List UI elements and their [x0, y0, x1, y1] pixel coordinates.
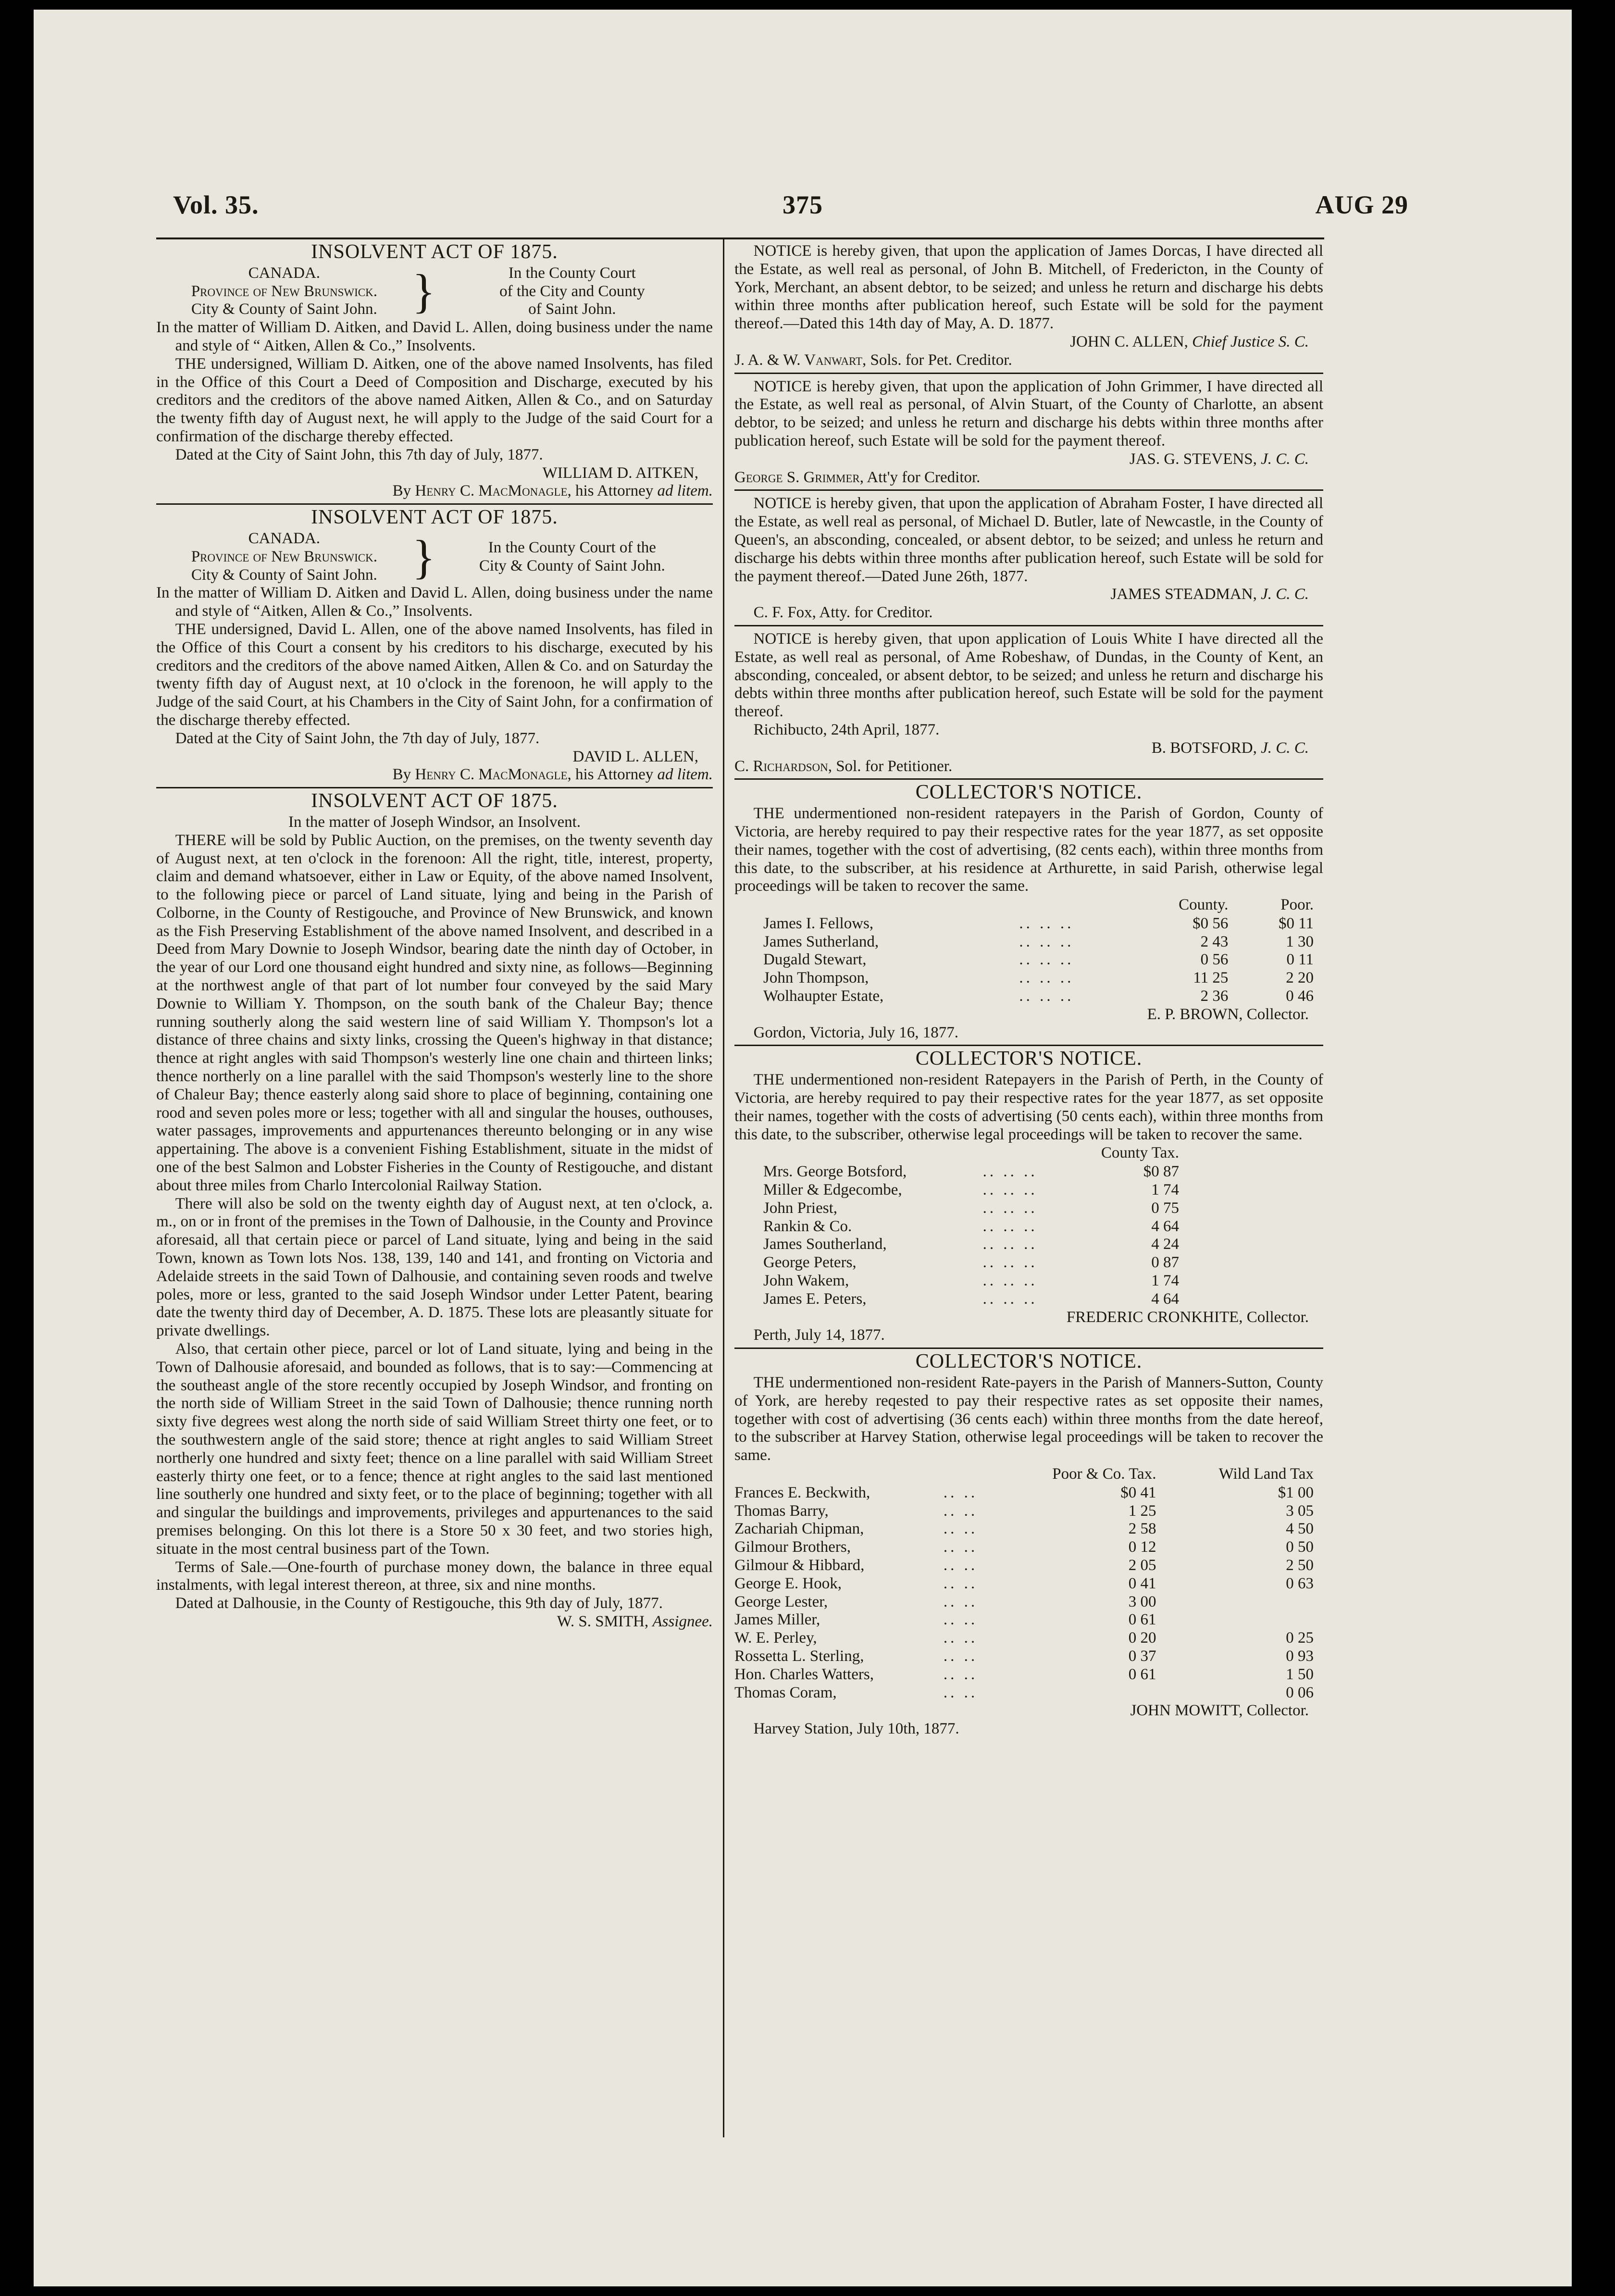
notice-body: THE undermentioned non-resident ratepayers in the Parish of Gordon, County of Victoria, are hereby required to pay their respective rates for the year 1877, as set opposite their names, together with the cost of advertising, (82 cents each), within three months from this date, to the subscriber, at his residence at Arthurette, in said Parish, otherwise legal proceedings will be taken to recover the same.: [734, 805, 1323, 895]
notice-matter: In the matter of William D. Aitken and David L. Allen, doing business under the name and style of “Aitken, Allen & Co.,” Insolvents.: [156, 584, 713, 620]
brace-icon: }: [412, 530, 435, 584]
collector-notice-perth: [734, 1050, 1323, 1345]
table-row: W. E. Perley, .. .. 0 20 0 25: [734, 1629, 1314, 1647]
notice-title: COLLECTOR'S NOTICE.: [915, 1048, 1143, 1070]
court-caption: [156, 530, 713, 584]
table-header: [734, 896, 1323, 915]
notice-matter: In the matter of Joseph Windsor, an Insolvent.: [288, 813, 581, 831]
table-row: Hon. Charles Watters, .. .. 0 61 1 50: [734, 1665, 1314, 1683]
notice-judge: JAS. G. STEVENS, J. C. C.: [1129, 450, 1309, 468]
notice-place-date: Harvey Station, July 10th, 1877.: [753, 1720, 959, 1738]
table-row: James I. Fellows, .. .. .. $0 56 $0 11: [763, 914, 1314, 932]
table-row: George E. Hook, .. .. 0 41 0 63: [734, 1574, 1314, 1592]
table-row: Thomas Coram, .. .. 0 06: [734, 1684, 1314, 1701]
notice-body: THE undermentioned non-resident Rate-payers in the Parish of Manners-Sutton, County of York, are hereby reqested to pay their respective rates as set opposite their names, together with cost of advertising (36 cents each) within three months from the date hereof, to the subscriber at Harvey Station, otherwise legal proceedings will be taken to recover the same.: [734, 1374, 1323, 1464]
caption-canada: CANADA.: [248, 264, 321, 282]
notice-body: THE undersigned, William D. Aitken, one of the above named Insolvents, has filed in the Office of this Court a Deed of Composition and Discharge, executed by his creditors and the creditors of the above named Aitken, Allen & Co., and on Saturday the twenty fifth day of August next, he will apply to the Judge of the said Court for a confirmation of the discharge thereby effected.: [156, 355, 713, 445]
sale-paragraph-3: Also, that certain other piece, parcel or lot of Land situate, lying and being in the Town of Dalhousie aforesaid, and bounded as follows, that is to say:—Commencing at the southeast angle of the store recently occupied by Joseph Windsor, and fronting on the north side of William Street in the said Town of Dalhousie; thence running north sixty five degrees west along the north side of said William Street thirty one feet, or to the southwestern angle of the said store; thence at right angles to said William Street northerly one hundred and sixty feet; thence on a line parallel with said William Street easterly thirty one feet, or to a fence; thence at right angles to the said last mentioned line southerly one hundred and sixty feet, or to the place of beginning; together with all and singular the buildings and improvements, privileges and appurtenances to the said premises belonging. On this lot there is a Store 50 x 30 feet, and two stories high, situate in the most central business part of the Town.: [156, 1340, 713, 1558]
table-row: James Sutherland, .. .. .. 2 43 1 30: [763, 933, 1314, 950]
collector-signature: E. P. BROWN, Collector.: [1147, 1005, 1309, 1023]
header-rule: [156, 237, 1324, 239]
caption-county: City & County of Saint John.: [191, 300, 377, 318]
notice-place-date: Gordon, Victoria, July 16, 1877.: [753, 1023, 958, 1041]
notice-judge: B. BOTSFORD, J. C. C.: [1151, 739, 1309, 757]
notice-body: THE undermentioned non-resident Ratepayers in the Parish of Perth, in the County of Victoria, are hereby required to pay their respective rates for the year 1877, as set opposite their names, together with the costs of advertising (50 cents each), within three months from this date, to the subscriber, otherwise legal proceedings will be taken to recover the same.: [734, 1071, 1323, 1143]
notice-solicitor: J. A. & W. Vanwart, Sols. for Pet. Creditor.: [734, 351, 1012, 369]
caption-court-line-3: of Saint John.: [528, 300, 616, 318]
notice-solicitor: C. Richardson, Sol. for Petitioner.: [734, 757, 953, 775]
table-row: Frances E. Beckwith, .. .. $0 41 $1 00: [734, 1484, 1314, 1501]
column-header: Poor.: [1280, 896, 1314, 914]
court-caption: [156, 264, 713, 319]
rates-table: [734, 1465, 1323, 1702]
notice-solicitor: C. F. Fox, Atty. for Creditor.: [753, 604, 933, 622]
table-row: James Miller, .. .. 0 61: [734, 1611, 1156, 1629]
collector-notice-gordon: [734, 781, 1323, 1042]
left-column: [156, 242, 713, 1631]
notice-place-date: Richibucto, 24th April, 1877.: [753, 721, 940, 738]
notice-title: COLLECTOR'S NOTICE.: [915, 781, 1143, 804]
notice-title: INSOLVENT ACT OF 1875.: [311, 790, 558, 812]
table-row: Mrs. George Botsford, .. .. .. $0 87: [763, 1163, 1179, 1181]
notice-judge: JOHN C. ALLEN, Chief Justice S. C.: [1070, 333, 1309, 350]
notice-separator: [734, 778, 1323, 780]
notice-signer: W. S. SMITH,: [557, 1612, 649, 1630]
table-row: John Wakem, .. .. .. 1 74: [763, 1272, 1179, 1290]
estate-notice-dorcas: [734, 242, 1323, 370]
volume-label: Vol. 35.: [173, 190, 259, 219]
table-row: James E. Peters, .. .. .. 4 64: [763, 1290, 1179, 1308]
notice-matter: In the matter of William D. Aitken, and David L. Allen, doing business under the name and style of “ Aitken, Allen & Co.,” Insolvents.: [156, 319, 713, 354]
notice-judge: JAMES STEADMAN, J. C. C.: [1110, 586, 1309, 603]
estate-notice-foster: [734, 495, 1323, 622]
table-row: Gilmour & Hibbard, .. .. 2 05 2 50: [734, 1556, 1314, 1574]
notice-title: COLLECTOR'S NOTICE.: [915, 1350, 1143, 1373]
issue-date: AUG 29: [1315, 190, 1408, 219]
table-row: John Thompson, .. .. .. 11 25 2 20: [763, 969, 1314, 987]
table-row: Rossetta L. Sterling, .. .. 0 37 0 93: [734, 1647, 1314, 1665]
notice-title: INSOLVENT ACT OF 1875.: [311, 506, 558, 529]
caption-canada: CANADA.: [248, 529, 321, 547]
notice-place-date: Perth, July 14, 1877.: [753, 1326, 885, 1344]
page-number: 375: [783, 190, 823, 219]
notice-signer: WILLIAM D. AITKEN,: [542, 464, 698, 482]
rates-table: [734, 1144, 1323, 1308]
notice-dated: Dated at the City of Saint John, the 7th day of July, 1877.: [175, 729, 540, 747]
caption-province: Province of New Brunswick.: [191, 548, 377, 565]
brace-icon: }: [412, 264, 435, 318]
table-row: Wolhaupter Estate, .. .. .. 2 36 0 46: [763, 987, 1314, 1005]
notice-body: NOTICE is hereby given, that upon application of Louis White I have directed all the Estate, as well real as personal, of Ame Robeshaw, of Dundas, in the County of Kent, an absconding, concealed, or absent debtor, to be seized; and unless he return and discharge his debts within three months after publication hereof, such Estate will be sold for the payment thereof.: [734, 630, 1323, 721]
notice-body: NOTICE is hereby given, that upon the application of John Grimmer, I have directed all the Estate, as well real as personal, of Alvin Stuart, of the County of Charlotte, an absent debtor, to be seized; and unless he return and discharge his debts within three months after publication hereof, such Estate will be sold for the payment thereof.: [734, 377, 1323, 449]
caption-court-line-1: In the County Court of the: [488, 538, 656, 556]
column-header: County Tax.: [1101, 1144, 1179, 1162]
right-column: [734, 242, 1323, 1741]
column-header: County.: [1179, 896, 1229, 914]
estate-notice-white: [734, 630, 1323, 775]
notice-attorney: By Henry C. MacMonagle, his Attorney ad litem.: [392, 482, 713, 500]
sale-paragraph-1: THERE will be sold by Public Auction, on the premises, on the twenty seventh day of August next, at ten o'clock in the forenoon: All the right, title, interest, property, claim and demand whatsoever, either in Law or Equity, of the above named Insolvent, to the following piece or parcel of Land situate, lying and being in the Parish of Colborne, in the County of Restigouche, and Province of New Brunswick, and known as the Fish Preserving Establishment of the above named Insolvent, and described in a Deed from Mary Downie to Joseph Windsor, bearing date the ninth day of October, in the year of our Lord one thousand eight hundred and sixty nine, as follows—Beginning at the northwest angle of that part of lot number four conveyed by the said Mary Downie to William Y. Thompson, on the south bank of the Chaleur Bay; thence running southerly along the said western line of said William Y. Thompson's lot a distance of three chains and sixty links, crossing the Queen's highway in that distance; thence at right angles with said Thompson's westerly line one chain and thirteen links; thence northerly on a line parallel with the said Thompson's westerly line to the shore of Chaleur Bay; thence easterly along said shore to place of beginning, containing one rood and seven poles more or less; together with all and singular the houses, outhouses, water passages, improvements and appurtenances thereunto belonging or in any wise appertaining. The above is a convenient Fishing Establishment, situate in the midst of one of the best Salmon and Lobster Fisheries in the County of Restigouche, and distant about three miles from Charlo Intercolonial Railway Station.: [156, 831, 713, 1194]
rates-table: [734, 896, 1323, 1006]
table-row: George Lester, .. .. 3 00: [734, 1593, 1156, 1610]
signer-role: Assignee.: [652, 1612, 713, 1630]
notice-dated: Dated at the City of Saint John, this 7th day of July, 1877.: [175, 446, 543, 463]
caption-province: Province of New Brunswick.: [191, 282, 377, 300]
notice-signer: DAVID L. ALLEN,: [572, 748, 698, 765]
notice-separator: [734, 625, 1323, 626]
notice-dated: Dated at Dalhousie, in the County of Restigouche, this 9th day of July, 1877. W. S. SMITH, Assignee.: [175, 1595, 713, 1630]
column-header: Poor & Co. Tax.: [1052, 1465, 1156, 1483]
newspaper-page: [34, 10, 1572, 2286]
insolvent-notice-aitken: [156, 243, 713, 500]
insolvent-notice-allen: [156, 506, 713, 784]
table-row: Zachariah Chipman, .. .. 2 58 4 50: [734, 1520, 1314, 1538]
insolvent-notice-windsor: [156, 790, 713, 1630]
collector-signature: JOHN MOWITT, Collector.: [1130, 1702, 1309, 1720]
sale-paragraph-2: There will also be sold on the twenty eighth day of August next, at ten o'clock, a. m., on or in front of the premises in the Town of Dalhousie, in the County and Province aforesaid, all that certain piece or parcel of Land situate, lying and being in the said Town, known as Town lots Nos. 138, 139, 140 and 141, and fronting on Victoria and Adelaide streets in the said Town of Dalhousie, and containing seven roods and twelve poles, more or less, granted to the said Joseph Windsor under Letter Patent, bearing date the twenty third day of December, A. D. 1875. These lots are pleasantly situate for private dwellings.: [156, 1195, 713, 1340]
caption-court-line-2: of the City and County: [499, 282, 645, 300]
table-header: [734, 1465, 1323, 1484]
column-divider: [723, 238, 724, 2137]
collector-notice-manners-sutton: [734, 1350, 1323, 1738]
notice-separator: [156, 787, 713, 788]
notice-body: NOTICE is hereby given, that upon the application of James Dorcas, I have directed all the Estate, as well real as personal, of John B. Mitchell, of Fredericton, in the County of York, Merchant, an absent debtor, to be seized; and unless he return and discharge his debts within three months after publication hereof, such Estate will be sold for the payment thereof.—Dated this 14th day of May, A. D. 1877.: [734, 242, 1323, 333]
notice-separator: [734, 1045, 1323, 1046]
table-row: Thomas Barry, .. .. 1 25 3 05: [734, 1502, 1314, 1520]
caption-court-line-1: In the County Court: [508, 264, 636, 282]
caption-court-line-2: City & County of Saint John.: [479, 557, 665, 574]
notice-separator: [156, 503, 713, 505]
notice-separator: [734, 1348, 1323, 1349]
sale-terms: Terms of Sale.—One-fourth of purchase money down, the balance in three equal instalments, with legal interest thereon, at three, six and nine months.: [156, 1558, 713, 1594]
notice-body: THE undersigned, David L. Allen, one of the above named Insolvents, has filed in the Office of this Court a consent by his creditors to his discharge, executed by his creditors and the creditors of the above named Aitken, Allen & Co. and on Saturday the twenty fifth day of August next, at 10 o'clock in the forenoon, he will apply to the Judge of the said Court, at his Chambers in the City of Saint John, for a confirmation of the discharge thereby effected.: [156, 620, 713, 729]
table-row: Rankin & Co. .. .. .. 4 64: [763, 1217, 1179, 1235]
notice-attorney: By Henry C. MacMonagle, his Attorney ad litem.: [392, 766, 713, 784]
table-row: John Priest, .. .. .. 0 75: [763, 1199, 1179, 1217]
table-header: [734, 1144, 1323, 1163]
table-row: James Southerland, .. .. .. 4 24: [763, 1235, 1179, 1253]
notice-solicitor: George S. Grimmer, Att'y for Creditor.: [734, 468, 981, 486]
table-row: Gilmour Brothers, .. .. 0 12 0 50: [734, 1538, 1314, 1556]
collector-signature: FREDERIC CRONKHITE, Collector.: [1066, 1308, 1309, 1326]
estate-notice-grimmer: [734, 378, 1323, 487]
notice-separator: [734, 489, 1323, 491]
notice-separator: [734, 373, 1323, 374]
notice-body: NOTICE is hereby given, that upon the application of Abraham Foster, I have directed all the Estate, as well real as personal, of Michael D. Butler, late of Newcastle, in the County of Queen's, an absconding, concealed, or absent debtor, to be seized; and unless he return and discharge his debts within three months after publication hereof, such Estate will be sold for the payment thereof.—Dated June 26th, 1877.: [734, 495, 1323, 585]
table-row: Dugald Stewart, .. .. .. 0 56 0 11: [763, 951, 1314, 969]
column-header: Wild Land Tax: [1218, 1465, 1314, 1483]
caption-county: City & County of Saint John.: [191, 566, 377, 584]
table-row: Miller & Edgecombe, .. .. .. 1 74: [763, 1181, 1179, 1199]
notice-title: INSOLVENT ACT OF 1875.: [311, 241, 558, 263]
table-row: George Peters, .. .. .. 0 87: [763, 1254, 1179, 1272]
